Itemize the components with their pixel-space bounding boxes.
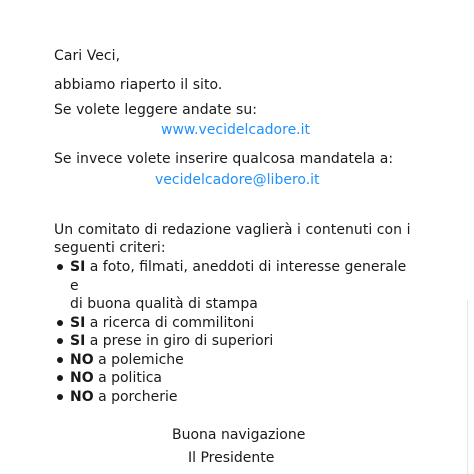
site-link[interactable]: www.vecidelcadore.it	[161, 122, 311, 138]
criteria-text: a prese in giro di superiori	[85, 333, 274, 349]
criteria-text: a foto, filmati, aneddoti di interesse generale e	[70, 259, 407, 294]
criteria-text: a politica	[93, 370, 162, 386]
closing-greeting: Buona navigazione	[172, 427, 306, 443]
criteria-item	[54, 258, 414, 295]
reopened-line: abbiamo riaperto il sito.	[54, 77, 223, 93]
criteria-item	[54, 388, 414, 407]
criteria-item	[54, 351, 414, 370]
criteria-item	[54, 314, 414, 333]
criteria-tag: SI	[70, 314, 86, 331]
criteria-text: a ricerca di commilitoni	[85, 314, 255, 331]
submit-line: Se invece volete inserire qualcosa mandatela a:	[54, 151, 394, 167]
criteria-tag: NO	[70, 351, 94, 368]
criteria-list	[54, 258, 414, 406]
criteria-text: di buona qualità di stampa	[70, 296, 258, 312]
criteria-tag: NO	[70, 370, 94, 386]
criteria-item-continuation	[54, 295, 414, 314]
criteria-text: a porcherie	[93, 388, 178, 405]
read-line: Se volete leggere andate su:	[54, 102, 258, 118]
criteria-tag: SI	[70, 259, 86, 275]
signature-title: Il Presidente	[188, 450, 275, 466]
criteria-item	[54, 369, 414, 388]
committee-line-1: Un comitato di redazione vaglierà i contenuti con i	[54, 222, 411, 238]
criteria-tag: NO	[70, 388, 94, 405]
criteria-item	[54, 332, 414, 351]
criteria-tag: SI	[70, 333, 86, 349]
criteria-text: a polemiche	[93, 351, 184, 368]
greeting: Cari Veci,	[54, 48, 121, 64]
committee-line-2: seguenti criteri:	[54, 240, 166, 256]
email-link[interactable]: vecidelcadore@libero.it	[155, 172, 320, 188]
scan-edge-line	[467, 300, 468, 474]
